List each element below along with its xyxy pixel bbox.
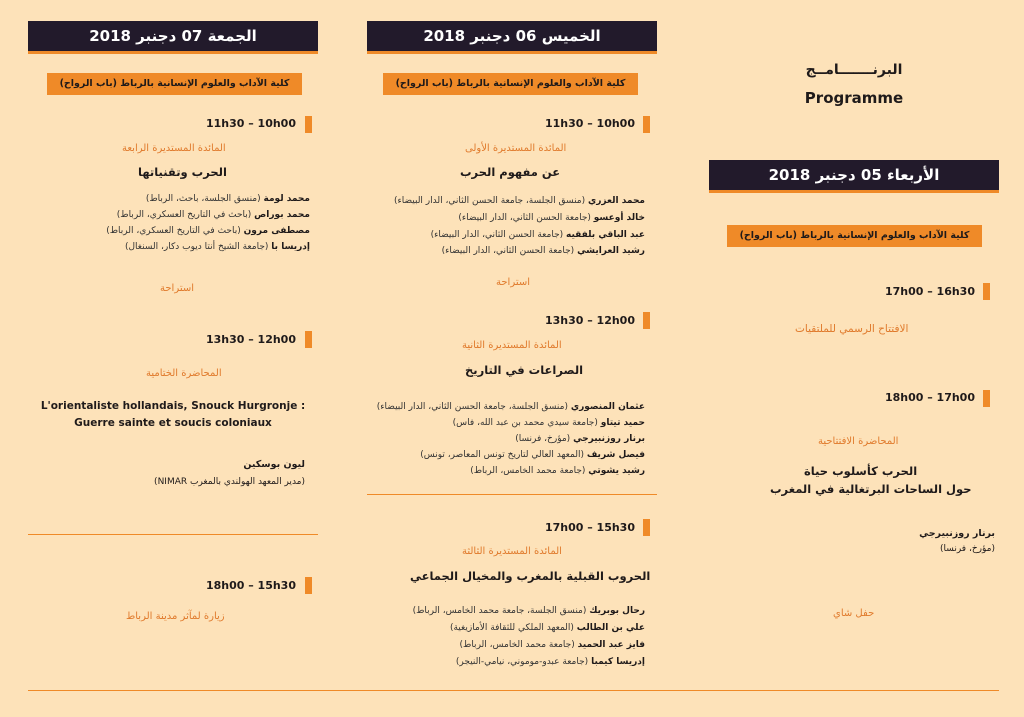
fri-break: استراحة [160, 283, 195, 294]
person: فيصل شريف (المعهد العالي لتاريخ تونس المعاصر، تونس) [420, 450, 645, 460]
wed-s2-speaker-note: (مؤرخ، فرنسا) [940, 544, 995, 554]
fri-s1-time: 11h30 – 10h00 [205, 117, 296, 130]
person: علي بن الطالب (المعهد الملكي للثقافة الأمازيغية) [449, 623, 645, 633]
fri-s1-title: الحرب وتقنياتها [138, 165, 227, 179]
thu-s3-timebar [643, 519, 650, 536]
fri-divider [28, 534, 318, 535]
person: فايز عبد الحميد (جامعة محمد الخامس، الرباط) [459, 640, 645, 650]
venue-friday: كلية الآداب والعلوم الإنسانية بالرباط (باب الرواح) [47, 73, 302, 95]
thu-s2-label: المائدة المستديرة الثانية [462, 340, 562, 351]
thu-s1-title: عن مفهوم الحرب [460, 165, 561, 179]
wed-s1-timebar [983, 283, 990, 300]
fri-s2-title-line1: L'orientaliste hollandais, Snouck Hurgronje : [40, 400, 306, 412]
programme-title-fr: Programme [804, 89, 904, 107]
bottom-rule [28, 690, 999, 691]
person: عبد الباقي بلفقيه (جامعة الحسن الثاني، الدار البيضاء) [430, 230, 645, 240]
wed-s1-title: الافتتاح الرسمي للملتقيات [795, 323, 909, 335]
fri-s2-label: المحاضرة الختامية [146, 368, 222, 379]
wed-s2-title2: حول الساحات البرتغالية في المغرب [770, 482, 972, 496]
thu-s3-time: 17h00 – 15h30 [544, 521, 635, 534]
day-header-thursday: الخميس 06 دجنبر 2018 [367, 21, 657, 54]
wed-s2-speaker: برنار روزنبيرجي [919, 528, 995, 539]
person: مصطفى مرون (باحث في التاريخ العسكري، الرباط) [106, 226, 310, 236]
person: برنار روزنبيرجي (مؤرخ، فرنسا) [515, 434, 645, 444]
thu-s1-time: 11h30 – 10h00 [544, 117, 635, 130]
fri-s1-label: المائدة المستديرة الرابعة [122, 143, 226, 154]
thu-divider [367, 494, 657, 495]
day-header-friday: الجمعة 07 دجنبر 2018 [28, 21, 318, 54]
fri-s3-timebar [305, 577, 312, 594]
person: رشيد يشوتي (جامعة محمد الخامس، الرباط) [470, 466, 645, 476]
wed-tea: حفل شاي [833, 608, 875, 619]
fri-s3-time: 18h00 – 15h30 [205, 579, 296, 592]
thu-s2-timebar [643, 312, 650, 329]
wed-s2-title1: الحرب كأسلوب حياة [804, 464, 918, 478]
fri-s2-timebar [305, 331, 312, 348]
person: إدريسا با (جامعة الشيخ أنتا ديوب دكار، السنغال) [125, 242, 310, 252]
thu-s2-title: الصراعات في التاريخ [465, 363, 584, 377]
fri-s2-speaker: ليون بوسكين [243, 459, 305, 470]
person: محمد لومة (منسق الجلسة، باحث، الرباط) [145, 194, 310, 204]
fri-s3-title: زيارة لمآثر مدينة الرباط [126, 611, 225, 622]
fri-s2-speaker-note: (مدير المعهد الهولندي بالمغرب NIMAR) [154, 477, 305, 487]
thu-s1-label: المائدة المستديرة الأولى [465, 143, 567, 154]
person: إدريسا كيمبا (جامعة عبدو-موموني، نيامي-النيجر) [455, 657, 645, 667]
thu-s2-time: 13h30 – 12h00 [544, 314, 635, 327]
thu-s3-label: المائدة المستديرة الثالثة [462, 546, 562, 557]
person: عثمان المنصوري (منسق الجلسة، جامعة الحسن الثاني، الدار البيضاء) [376, 402, 645, 412]
fri-s1-timebar [305, 116, 312, 133]
venue-wednesday: كلية الآداب والعلوم الإنسانية بالرباط (باب الرواح) [727, 225, 982, 247]
wed-s2-label: المحاضرة الافتتاحية [818, 436, 899, 447]
day-header-wednesday: الأربعاء 05 دجنبر 2018 [709, 160, 999, 193]
person: رحال بوبريك (منسق الجلسة، جامعة محمد الخامس، الرباط) [412, 606, 645, 616]
person: رشيد العرايشي (جامعة الحسن الثاني، الدار البيضاء) [441, 246, 645, 256]
thu-s1-timebar [643, 116, 650, 133]
wed-s2-timebar [983, 390, 990, 407]
person: محمد العزري (منسق الجلسة، جامعة الحسن الثاني، الدار البيضاء) [393, 196, 645, 206]
wed-s2-time: 18h00 – 17h00 [884, 391, 975, 404]
fri-s2-time: 13h30 – 12h00 [205, 333, 296, 346]
venue-thursday: كلية الآداب والعلوم الإنسانية بالرباط (باب الرواح) [383, 73, 638, 95]
thu-break: استراحة [496, 277, 531, 288]
person: محمد بوراص (باحث في التاريخ العسكري، الرباط) [116, 210, 310, 220]
programme-title-ar: البرنـــــــامــج [805, 62, 903, 78]
person: حميد تيتاو (جامعة سيدي محمد بن عبد الله، فاس) [452, 418, 645, 428]
wed-s1-time: 17h00 – 16h30 [884, 285, 975, 298]
fri-s2-title-line2: Guerre sainte et soucis coloniaux [74, 417, 272, 429]
person: خالد أوعسو (جامعة الحسن الثاني، الدار البيضاء) [458, 213, 645, 223]
thu-s3-title: الحروب القبلية بالمغرب والمخيال الجماعي [410, 569, 651, 583]
